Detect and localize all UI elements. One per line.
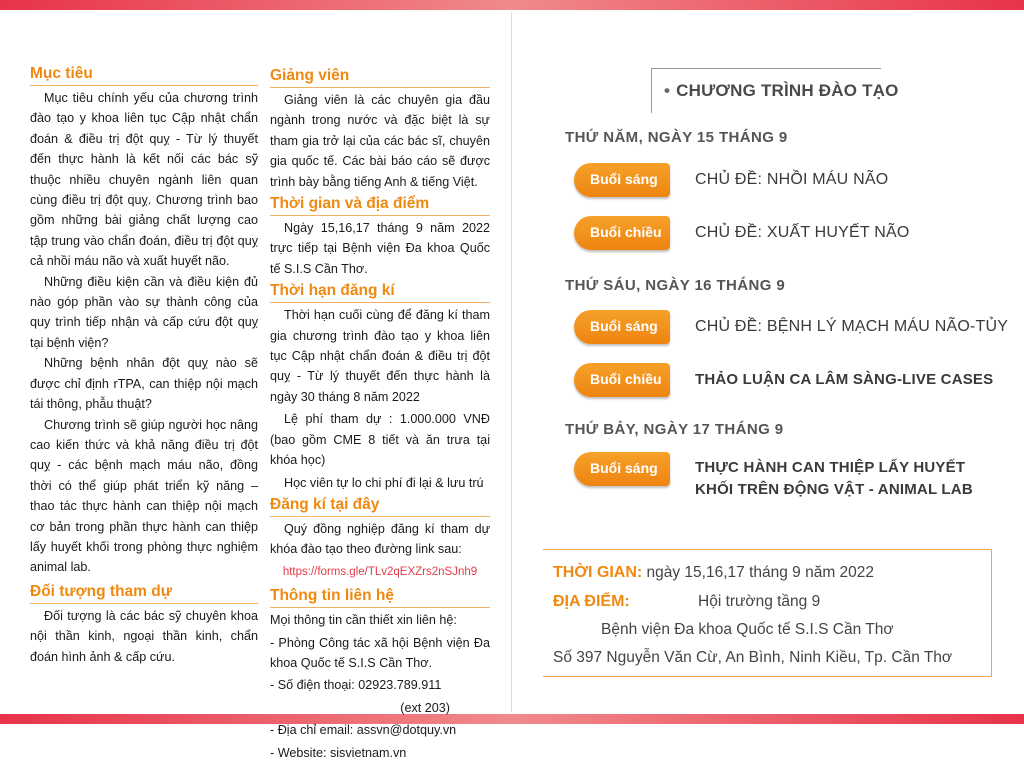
thoi-han-paragraph-3: Học viên tự lo chi phí đi lại & lưu trú	[284, 475, 484, 490]
registration-link[interactable]: https://forms.gle/TLv2qEXZrs2nSJnh9	[282, 565, 478, 578]
session-pill-day2-afternoon	[574, 363, 670, 397]
heading-doi-tuong: Đối tượng tham dự	[30, 582, 258, 604]
thoi-gian-paragraph: Ngày 15,16,17 tháng 9 năm 2022 trực tiếp tại Bệnh viện Đa khoa Quốc tế S.I.S Cần Thơ.	[270, 221, 490, 276]
session-pill-day1-morning	[574, 163, 670, 197]
topic-line-1: THỰC HÀNH CAN THIỆP LẤY HUYẾT	[695, 459, 966, 476]
topic-line-2: KHỐI TRÊN ĐỘNG VẬT - ANIMAL LAB	[695, 481, 973, 498]
session-topic-day1-afternoon: CHỦ ĐỀ: XUẤT HUYẾT NÃO	[695, 224, 910, 241]
lien-he-website: - Website: sisvietnam.vn	[270, 745, 407, 760]
day-3-label: THỨ BẢY, NGÀY 17 THÁNG 9	[565, 421, 784, 438]
program-title	[664, 81, 899, 101]
bottom-stripe	[0, 714, 1024, 724]
heading-thoi-han: Thời hạn đăng kí	[270, 281, 490, 303]
muc-tieu-paragraph-2: Những điều kiện cần và điều kiện đủ nào góp phần vào sự thành công của quy trình tiếp nhận và cấp cứu đột quỵ tại bệnh viện?	[30, 274, 258, 350]
middle-column	[270, 64, 490, 765]
session-pill-day3-morning	[574, 452, 670, 486]
pill-label: Buổi sáng	[590, 171, 658, 187]
left-column	[30, 64, 258, 667]
session-topic-day2-afternoon: THẢO LUẬN CA LÂM SÀNG-LIVE CASES	[695, 371, 994, 388]
program-title-box	[651, 68, 899, 113]
session-pill-day2-morning	[574, 310, 670, 344]
pill-label: Buổi sáng	[590, 460, 658, 476]
thoi-han-paragraph-2: Lệ phí tham dự : 1.000.000 VNĐ (bao gồm CME 8 tiết và ăn trưa tại khóa học)	[270, 412, 490, 468]
place-label: ĐỊA ĐIỂM:	[553, 593, 630, 610]
info-box	[543, 549, 992, 677]
muc-tieu-paragraph-1: Mục tiêu chính yếu của chương trình đào tạo y khoa liên tục Cập nhật chẩn đoán & điều trị đột quỵ - Từ lý thuyết đến thực hành là kết nối các bác sỹ thuộc nhiều chuyên ngành liên quan cùng điều trị đột quỵ. Chương trình bao gồm những bài giảng chất lượng cao tập trung vào chẩn đoán, điều trị đột quỵ cả nhồi máu não và xuất huyết não.	[30, 91, 258, 269]
pill-label: Buổi chiều	[590, 371, 662, 387]
muc-tieu-paragraph-3: Những bệnh nhân đột quỵ nào sẽ được chỉ định rTPA, can thiệp nội mạch tái thông, phẫu thuật?	[30, 356, 258, 412]
dang-ki-paragraph: Quý đồng nghiệp đăng kí tham dự khóa đào tạo theo đường link sau:	[270, 521, 490, 557]
bullet-icon: •	[664, 81, 671, 100]
doi-tuong-paragraph: Đối tượng là các bác sỹ chuyên khoa nội thần kinh, ngoại thần kinh, chẩn đoán hình ảnh & cấp cứu.	[30, 608, 258, 664]
session-topic-day2-morning: CHỦ ĐỀ: BỆNH LÝ MẠCH MÁU NÃO-TỦY	[695, 318, 1009, 335]
page-fold-line	[511, 12, 512, 712]
heading-dang-ki: Đăng kí tại đây	[270, 495, 490, 517]
session-topic-day1-morning: CHỦ ĐỀ: NHỒI MÁU NÃO	[695, 171, 889, 188]
program-title-text: CHƯƠNG TRÌNH ĐÀO TẠO	[676, 81, 899, 100]
day-1-label: THỨ NĂM, NGÀY 15 THÁNG 9	[565, 129, 788, 146]
time-label: THỜI GIAN:	[553, 564, 643, 581]
heading-muc-tieu: Mục tiêu	[30, 64, 258, 86]
lien-he-line-2: - Phòng Công tác xã hội Bệnh viện Đa khoa Quốc tế S.I.S Cần Thơ.	[270, 635, 490, 670]
heading-giang-vien: Giảng viên	[270, 66, 490, 88]
session-pill-day1-afternoon	[574, 216, 670, 250]
time-value: ngày 15,16,17 tháng 9 năm 2022	[646, 564, 875, 581]
lien-he-ext: (ext 203)	[400, 700, 450, 715]
lien-he-phone: - Số điện thoại: 02923.789.911	[270, 678, 442, 693]
pill-label: Buổi chiều	[590, 224, 662, 240]
place-line-1: Hội trường tầng 9	[698, 593, 821, 610]
muc-tieu-paragraph-4: Chương trình sẽ giúp người học nâng cao kiến thức và khả năng điều trị đột quỵ - các bệnh mạch máu não, đồng thời có thể giúp phát triển kỹ năng – thao tác thực hành can thiệp nội mạch cơ bản trong phần thực hành can thiệp lấy huyết khối trong phòng thực nghiệm animal lab.	[30, 417, 258, 575]
day-2-label: THỨ SÁU, NGÀY 16 THÁNG 9	[565, 277, 786, 294]
giang-vien-paragraph: Giảng viên là các chuyên gia đầu ngành trong nước và đặc biệt là sự tham gia trở lại của các bác sĩ, chuyên gia quốc tế. Các bài báo cáo sẽ được trình bày bằng tiếng Anh & tiếng Việt.	[270, 93, 490, 189]
heading-thoi-gian: Thời gian và địa điểm	[270, 194, 490, 216]
lien-he-email: - Địa chỉ email: assvn@dotquy.vn	[270, 723, 457, 738]
heading-lien-he: Thông tin liên hệ	[270, 586, 490, 608]
info-time	[553, 564, 874, 582]
top-stripe	[0, 0, 1024, 10]
pill-label: Buổi sáng	[590, 318, 658, 334]
place-line-3: Số 397 Nguyễn Văn Cừ, An Bình, Ninh Kiều, Tp. Cần Thơ	[553, 649, 953, 666]
info-place	[553, 593, 630, 611]
session-topic-day3-morning	[695, 457, 973, 501]
thoi-han-paragraph-1: Thời hạn cuối cùng để đăng kí tham gia chương trình đào tạo y khoa liên tục Cập nhật chẩn đoán & điều trị đột quỵ - Từ lý thuyết đến thực hành là ngày 30 tháng 8 năm 2022	[270, 308, 490, 404]
place-line-2: Bệnh viện Đa khoa Quốc tế S.I.S Cần Thơ	[601, 621, 894, 638]
lien-he-line-1: Mọi thông tin cần thiết xin liên hệ:	[270, 613, 457, 628]
